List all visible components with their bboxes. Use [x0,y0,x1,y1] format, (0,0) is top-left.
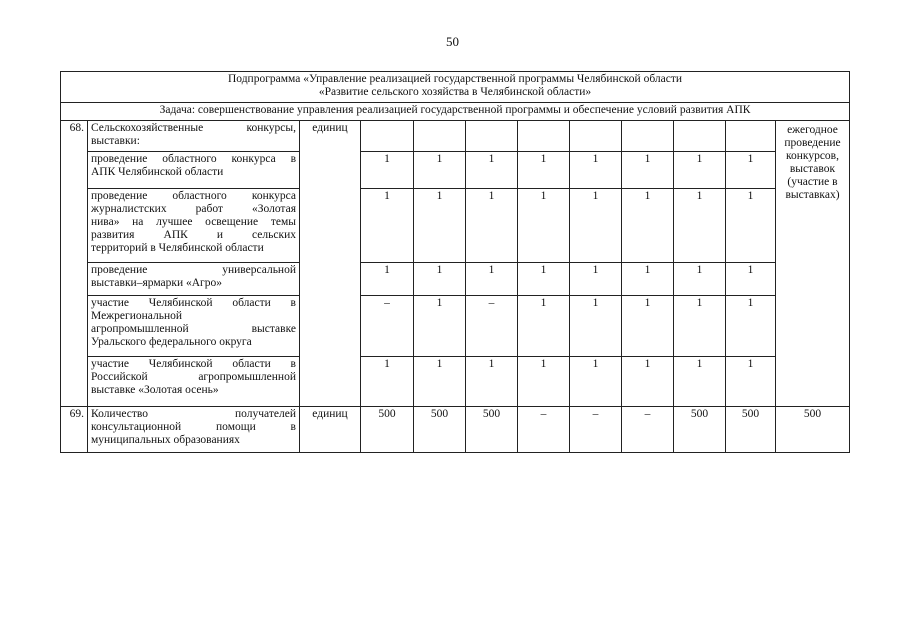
row-title-line: Количество получателей [91,408,296,420]
value-cell [570,121,622,152]
value-cell: 1 [466,357,518,407]
value-cell: 1 [570,189,622,263]
value-cell: 500 [466,407,518,453]
value-cell: 1 [674,357,726,407]
subrow-text [88,189,300,263]
unit-cell: единиц [300,121,361,407]
subrow-line: Российской агропромышленной [91,371,296,383]
value-cell: 500 [414,407,466,453]
subrow-text [88,152,300,189]
value-cell [518,121,570,152]
subrow-line: нива» на лучшее освещение темы [91,216,296,228]
subrow-line: проведение универсальной [91,264,296,276]
row-title-line: консультационной помощи в [91,421,296,433]
value-cell: 1 [414,296,466,357]
value-cell: 1 [466,263,518,296]
row-title-line: муниципальных образованиях [91,434,240,446]
row-title-line: Сельскохозяйственные конкурсы, [91,122,296,134]
page-number: 50 [446,34,459,49]
value-cell: – [518,407,570,453]
table-row [61,263,850,296]
task-text: Задача: совершенствование управления реализацией государственной программы и обеспечение условий развития АПК [61,103,850,121]
subrow-line: выставки–ярмарки «Агро» [91,277,223,289]
value-cell: 1 [622,189,674,263]
value-cell: 1 [466,152,518,189]
value-cell: 500 [674,407,726,453]
value-cell: 1 [674,263,726,296]
row-title [88,121,300,152]
value-cell: 500 [361,407,414,453]
subrow-line: выставке «Золотая осень» [91,384,219,396]
row-title-line: выставки: [91,135,140,147]
subprogram-title-line2: «Развитие сельского хозяйства в Челябинской области» [318,86,592,98]
value-cell [361,121,414,152]
subrow-line: АПК Челябинской области [91,166,224,178]
value-cell: 1 [570,296,622,357]
value-cell: 1 [622,357,674,407]
subprogram-title-line1: Подпрограмма «Управление реализацией государственной программы Челябинской области [227,73,683,85]
value-cell: 1 [726,189,776,263]
table-row [61,407,850,453]
subrow-line: агропромышленной выставке [91,323,296,335]
value-cell: – [361,296,414,357]
subprogram-title [61,72,850,103]
subrow-line: Уральского федерального округа [91,336,252,348]
unit-cell: единиц [300,407,361,453]
value-cell: 1 [622,296,674,357]
value-cell: 1 [622,263,674,296]
value-cell: 1 [726,152,776,189]
subrow-line: Межрегиональной [91,310,183,322]
value-cell: 1 [361,189,414,263]
value-cell [466,121,518,152]
value-cell: 1 [518,189,570,263]
table-row [61,189,850,263]
subrow-text [88,357,300,407]
subrow-text [88,263,300,296]
value-cell [622,121,674,152]
value-cell: – [622,407,674,453]
value-cell: 1 [726,357,776,407]
subrow-line: участие Челябинской области в [91,297,296,309]
subrow-line: территорий в Челябинской области [91,242,264,254]
table-row [61,357,850,407]
value-cell: 1 [570,152,622,189]
value-cell: 1 [361,152,414,189]
subrow-line: участие Челябинской области в [91,358,296,370]
value-cell: 1 [674,189,726,263]
value-cell: 1 [414,263,466,296]
note-cell: 500 [776,407,850,453]
program-table [60,71,850,453]
value-cell: 1 [570,357,622,407]
row-number: 69. [61,407,88,453]
value-cell: 1 [726,296,776,357]
value-cell: 1 [361,357,414,407]
note-text: ежегодное проведение конкурсов, выставок (участие в выставках) [784,124,841,201]
value-cell: 1 [414,189,466,263]
value-cell: 1 [518,357,570,407]
value-cell: 1 [518,152,570,189]
value-cell: 1 [414,357,466,407]
value-cell: 1 [674,296,726,357]
value-cell: 1 [726,263,776,296]
value-cell: 1 [674,152,726,189]
value-cell [414,121,466,152]
subrow-line: развития АПК и сельских [91,229,296,241]
task-row [61,103,850,121]
value-cell: 1 [361,263,414,296]
row-number: 68. [61,121,88,407]
value-cell: 1 [570,263,622,296]
subrow-text [88,296,300,357]
value-cell: 1 [466,189,518,263]
table-row [61,152,850,189]
value-cell: 1 [518,263,570,296]
value-cell: 1 [622,152,674,189]
table-row [61,296,850,357]
row-title [88,407,300,453]
value-cell: 1 [518,296,570,357]
subrow-line: проведение областного конкурса в [91,153,296,165]
value-cell [674,121,726,152]
subrow-line: проведение областного конкурса [91,190,296,202]
value-cell: – [466,296,518,357]
value-cell: – [570,407,622,453]
note-cell [776,121,850,407]
value-cell: 1 [414,152,466,189]
value-cell [726,121,776,152]
table-row [61,121,850,152]
subrow-line: журналистских работ «Золотая [91,203,296,215]
subprogram-header-row [61,72,850,103]
value-cell: 500 [726,407,776,453]
